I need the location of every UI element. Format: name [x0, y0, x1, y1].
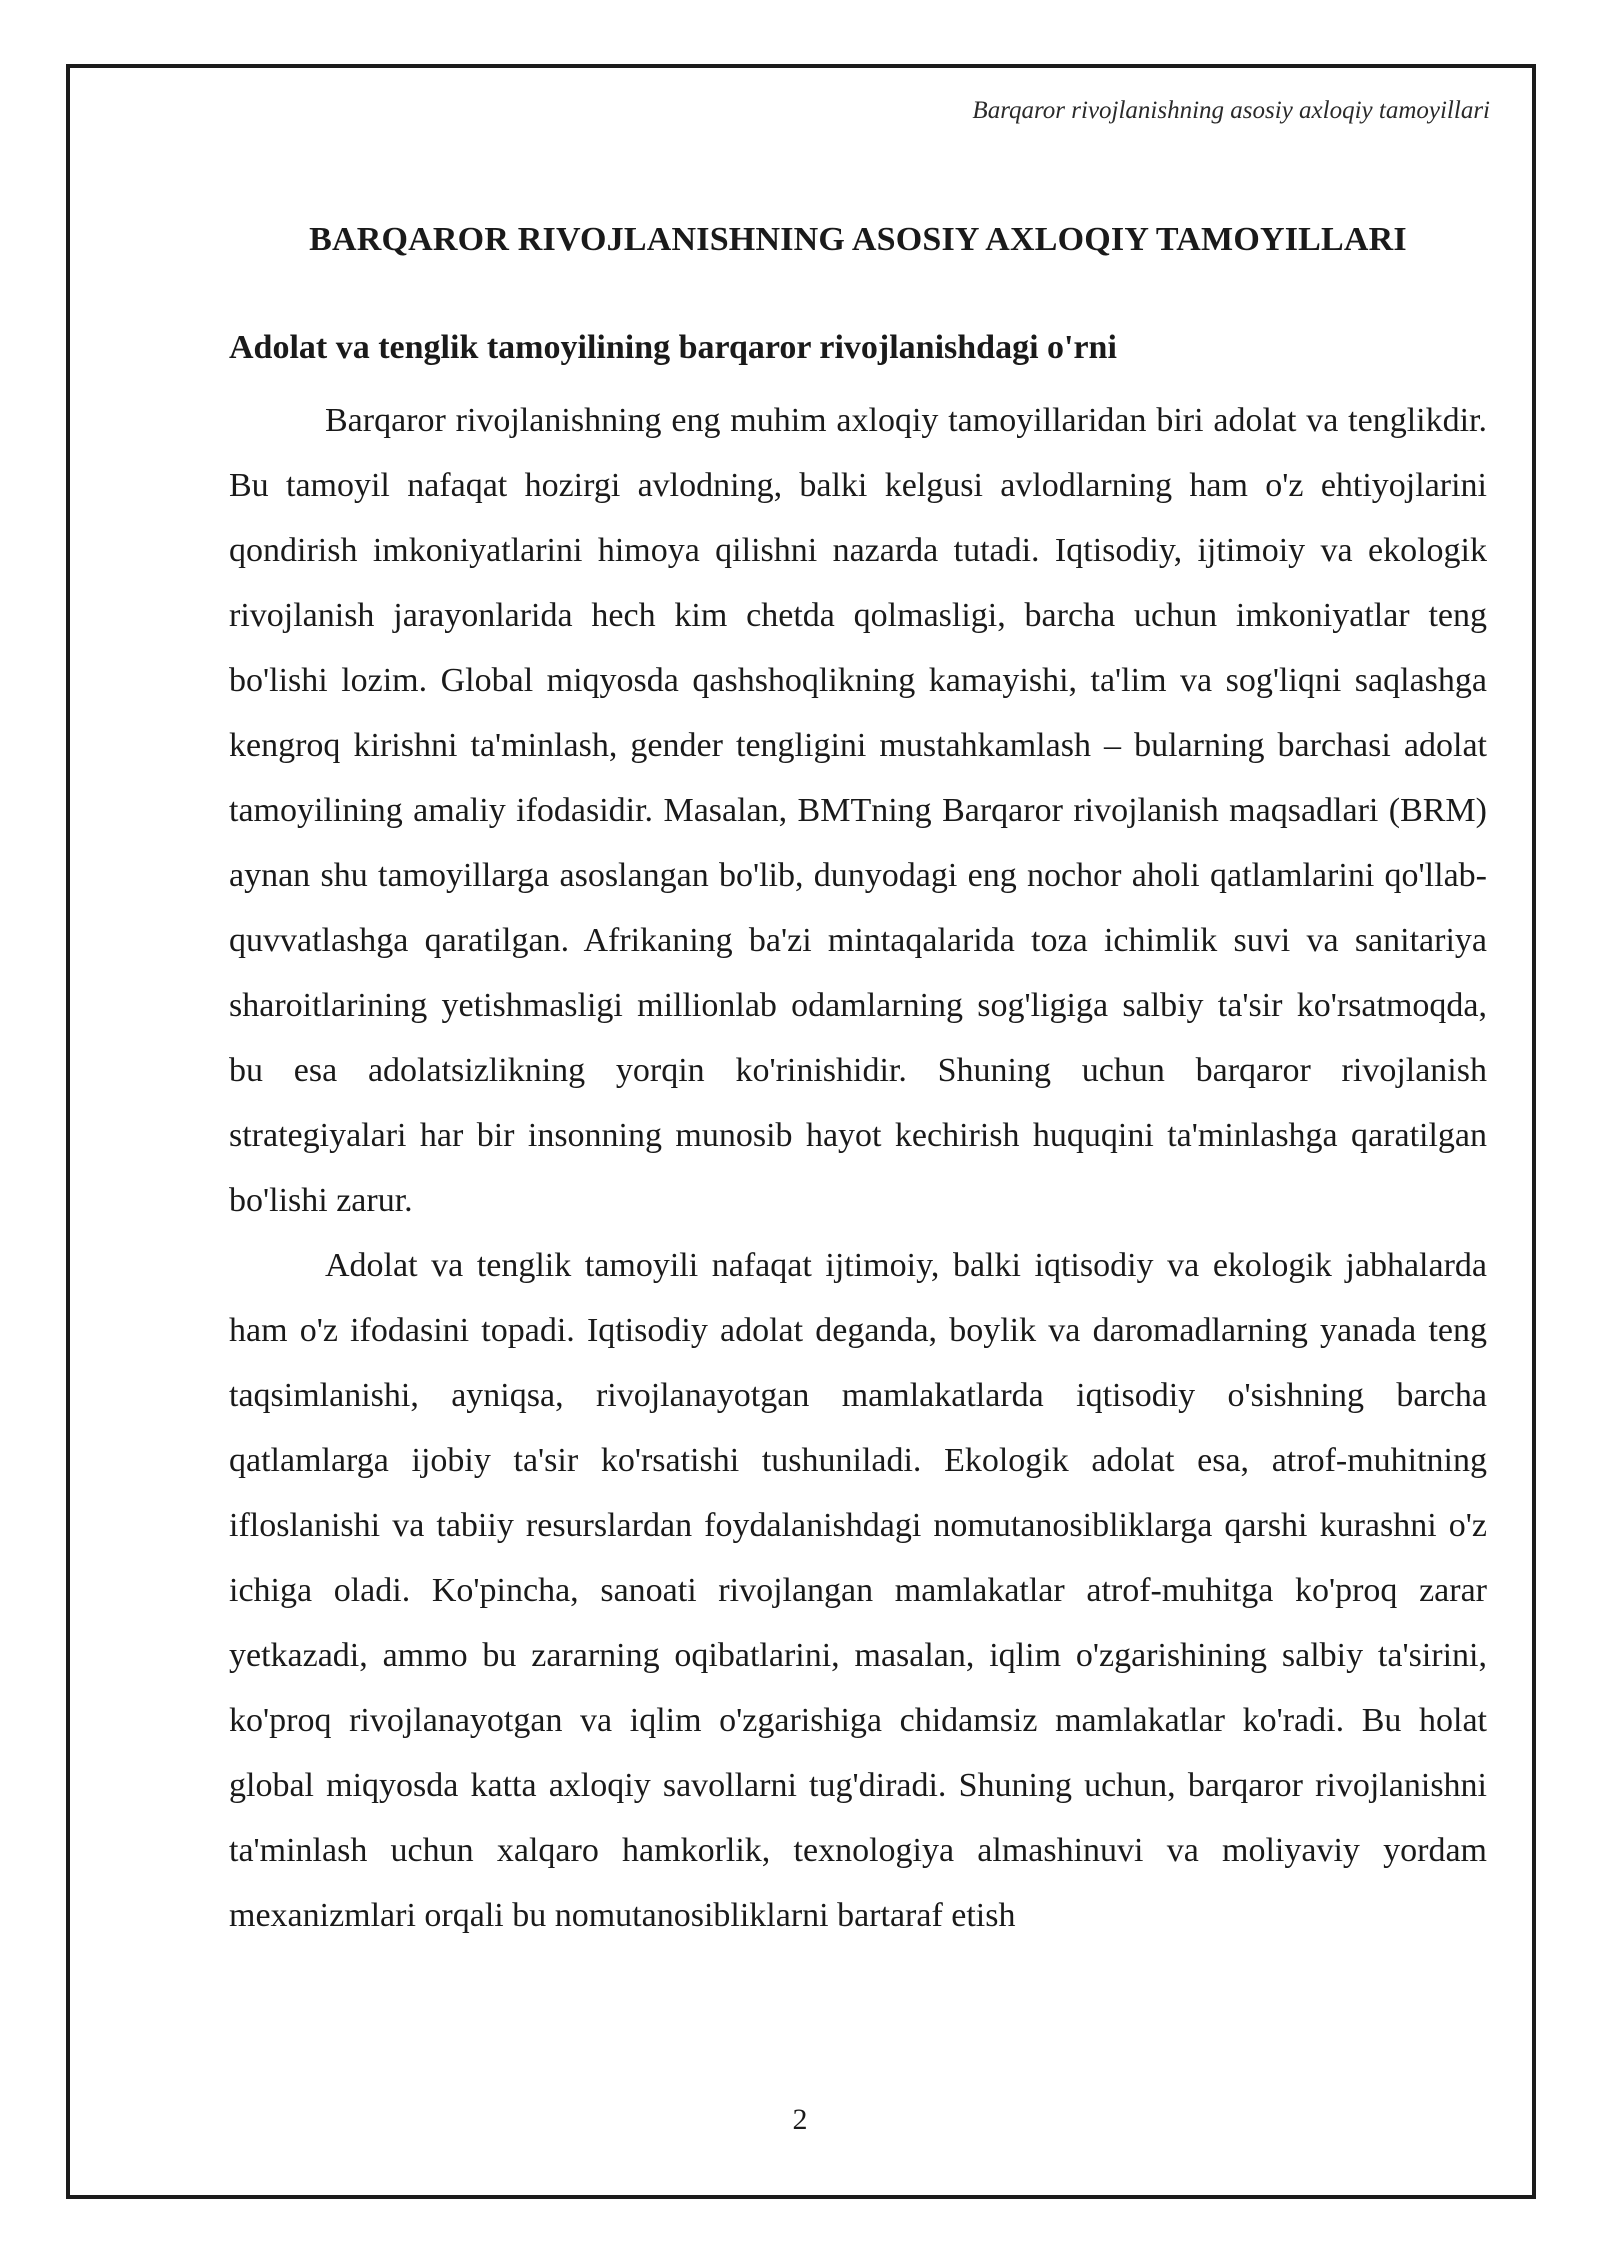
page-number: 2 — [792, 2103, 808, 2136]
running-header: Barqaror rivojlanishning asosiy axloqiy tamoyillari — [972, 97, 1490, 124]
body-paragraph: Barqaror rivojlanishning eng muhim axloqiy tamoyillaridan biri adolat va tenglikdir. Bu tamoyil nafaqat hozirgi avlodning, balki kelgusi avlodlarning ham o'z ehtiyojlarini qondirish imkoniyatlarini himoya qilishni nazarda tutadi. Iqtisodiy, ijtimoiy va ekologik rivojlanish jarayonlarida hech kim chetda qolmasligi, barcha uchun imkoniyatlar teng bo'lishi lozim. Global miqyosda qashshoqlikning kamayishi, ta'lim va sog'liqni saqlashga kengroq kirishni ta'minlash, gender tengligini mustahkamlash – bularning barchasi adolat tamoyilining amaliy ifodasidir. Masalan, BMTning Barqaror rivojlanish maqsadlari (BRM) aynan shu tamoyillarga asoslangan bo'lib, dunyodagi eng nochor aholi qatlamlarini qo'llab-quvvatlashga qaratilgan. Afrikaning ba'zi mintaqalarida toza ichimlik suvi va sanitariya sharoitlarining yetishmasligi millionlab odamlarning sog'ligiga salbiy ta'sir ko'rsatmoqda, bu esa adolatsizlikning yorqin ko'rinishidir. Shuning uchun barqaror rivojlanish strategiyalari har bir insonning munosib hayot kechirish huquqini ta'minlashga qaratilgan bo'lishi zarur. — [229, 402, 1487, 1219]
document-title: BARQAROR RIVOJLANISHNING ASOSIY AXLOQIY TAMOYILLARI — [309, 221, 1407, 258]
body-paragraph: Adolat va tenglik tamoyili nafaqat ijtimoiy, balki iqtisodiy va ekologik jabhalarda ham o'z ifodasini topadi. Iqtisodiy adolat deganda, boylik va daromadlarning yanada teng taqsimlanishi, ayniqsa, rivojlanayotgan mamlakatlarda iqtisodiy o'sishning barcha qatlamlarga ijobiy ta'sir ko'rsatishi tushuniladi. Ekologik adolat esa, atrof-muhitning ifloslanishi va tabiiy resurslardan foydalanishdagi nomutanosibliklarga qarshi kurashni o'z ichiga oladi. Ko'pincha, sanoati rivojlangan mamlakatlar atrof-muhitga ko'proq zarar yetkazadi, ammo bu zararning oqibatlarini, masalan, iqlim o'zgarishining salbiy ta'sirini, ko'proq rivojlanayotgan va iqlim o'zgarishiga chidamsiz mamlakatlar ko'radi. Bu holat global miqyosda katta axloqiy savollarni tug'diradi. Shuning uchun, barqaror rivojlanishni ta'minlash uchun xalqaro hamkorlik, texnologiya almashinuvi va moliyaviy yordam mexanizmlari orqali bu nomutanosibliklarni bartaraf etish — [229, 1247, 1487, 1934]
document-body — [229, 216, 1487, 1948]
section-heading: Adolat va tenglik tamoyilining barqaror rivojlanishdagi o'rni — [229, 329, 1117, 366]
